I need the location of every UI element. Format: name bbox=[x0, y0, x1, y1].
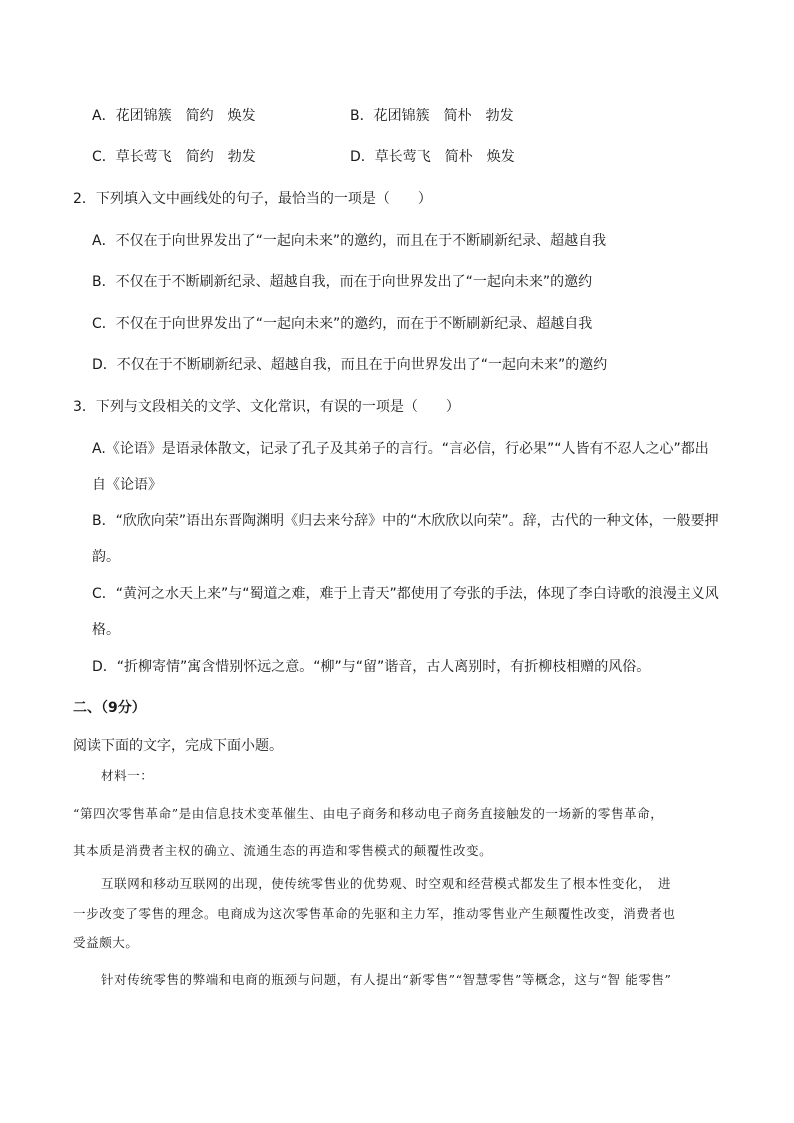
material-paragraph-2-line1: 互联网和移动互联网的出现，使传统零售业的优势观、时空观和经营模式都发生了根本性变化， 进 bbox=[101, 876, 672, 891]
q3-option-c-line1: C．“黄河之水天上来”与“蜀道之难，难于上青天”都使用了夸张的手法，体现了李白诗歌的浪漫主义风 bbox=[92, 586, 719, 602]
q3-option-d: D．“折柳寄情”寓含惜别怀远之意。“柳”与“留”谐音，古人离别时，有折柳枝相赠的风俗。 bbox=[92, 659, 651, 675]
q1-option-b: B．花团锦簇 简朴 勃发 bbox=[350, 108, 514, 124]
q3-option-b-line2: 韵。 bbox=[92, 549, 120, 565]
q3-option-a-line1: A.《论语》是语录体散文，记录了孔子及其弟子的言行。“言必信，行必果”“人皆有不忍人之心”都出 bbox=[92, 441, 709, 457]
q1-option-a: A．花团锦簇 简约 焕发 bbox=[92, 108, 256, 124]
section-heading: 二、（9分） bbox=[73, 700, 146, 716]
material-paragraph-3-line1: 针对传统零售的弊端和电商的瓶颈与问题，有人提出“新零售”“智慧零售”等概念，这与“智 能零售” bbox=[101, 972, 672, 987]
q3-option-c-line2: 格。 bbox=[92, 622, 120, 638]
q1-option-d: D．草长莺飞 简朴 焕发 bbox=[350, 149, 515, 165]
reading-instruction: 阅读下面的文字，完成下面小题。 bbox=[73, 738, 283, 754]
material-label: 材料一： bbox=[101, 768, 154, 783]
q1-option-row-1 bbox=[92, 106, 514, 126]
q2-option-a: A．不仅在于向世界发出了“一起向未来”的邀约，而且在于不断刷新纪录、超越自我 bbox=[92, 233, 607, 249]
material-paragraph-1-line2: 其本质是消费者主权的确立、流通生态的再造和零售模式的颠覆性改变。 bbox=[73, 843, 493, 858]
q2-option-d: D．不仅在于不断刷新纪录、超越自我，而且在于向世界发出了“一起向未来”的邀约 bbox=[92, 357, 608, 373]
q2-stem: 2．下列填入文中画线处的句子，最恰当的一项是（ ） bbox=[73, 191, 432, 207]
q3-stem: 3．下列与文段相关的文学、文化常识，有误的一项是（ ） bbox=[73, 399, 460, 415]
q2-option-c: C．不仅在于向世界发出了“一起向未来”的邀约，而在于不断刷新纪录、超越自我 bbox=[92, 316, 593, 332]
q2-option-b: B．不仅在于不断刷新纪录、超越自我，而在于向世界发出了“一起向未来”的邀约 bbox=[92, 274, 593, 290]
q1-option-row-2 bbox=[92, 147, 515, 167]
q3-option-b-line1: B．“欣欣向荣”语出东晋陶渊明《归去来兮辞》中的“木欣欣以向荣”。辞，古代的一种文体，一般要押 bbox=[92, 513, 719, 529]
q1-option-c: C．草长莺飞 简约 勃发 bbox=[92, 149, 256, 165]
material-paragraph-2-line3: 受益颇大。 bbox=[73, 935, 139, 950]
material-paragraph-1-line1: “第四次零售革命”是由信息技术变革催生、由电子商务和移动电子商务直接触发的一场新的零售革命， bbox=[73, 806, 664, 821]
q3-option-a-line2: 自《论语》 bbox=[92, 477, 162, 493]
material-paragraph-2-line2: 一步改变了零售的理念。电商成为这次零售革命的先驱和主力军，推动零售业产生颠覆性改变，消费者也 bbox=[73, 906, 676, 921]
